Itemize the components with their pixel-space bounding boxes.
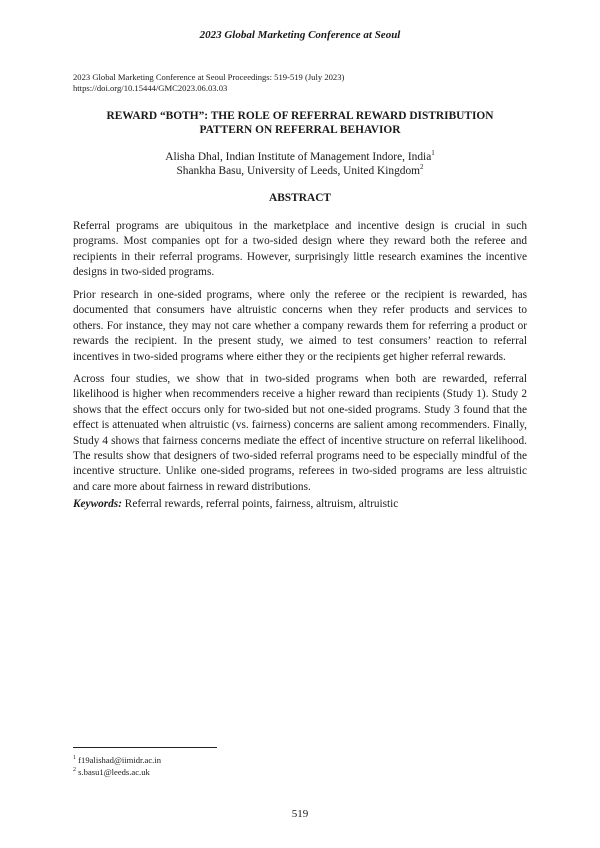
abstract-heading: ABSTRACT bbox=[268, 192, 332, 204]
abstract-paragraph-1: Referral programs are ubiquitous in the marketplace and incentive design is crucial in such programs. Most companies opt for a two-sided design where they reward both the referee and recipients in their referral programs. However, surprisingly little research examines the incentive designs in two-sided programs. bbox=[73, 220, 527, 279]
abstract-paragraph-3: Across four studies, we show that in two-sided programs when both are rewarded, referral likelihood is higher when recommenders receive a higher reward than recipients (Study 1). Study 2 shows that the effect occurs only for two-sided but not one-sided programs. Study 3 found that the effect is attenuated when altruistic (vs. fairness) concerns are salient among recommenders. Finally, Study 4 shows that fairness concerns mediate the effect of incentive structure on referral likelihood. The results show that designers of two-sided referral programs need to be especially mindful of the incentive structure. Unlike one-sided programs, referees in two-sided programs are less altruistic and care more about fairness in reward distributions. bbox=[73, 373, 527, 493]
author-1 bbox=[73, 150, 527, 164]
running-header: 2023 Global Marketing Conference at Seoul bbox=[199, 29, 401, 41]
footnote-1-email: f19alishad@iimidr.ac.in bbox=[78, 755, 162, 765]
footnote-1-mark: 1 bbox=[73, 755, 76, 762]
paper-title bbox=[73, 109, 527, 137]
title-line-1: REWARD “BOTH”: THE ROLE OF REFERRAL REWARD DISTRIBUTION bbox=[106, 110, 494, 122]
author-2-footnote-mark: 2 bbox=[420, 163, 424, 172]
title-line-2: PATTERN ON REFERRAL BEHAVIOR bbox=[199, 124, 401, 136]
author-2 bbox=[73, 164, 527, 178]
author-1-affiliation: Alisha Dhal, Indian Institute of Management Indore, India bbox=[165, 151, 432, 163]
doi-link[interactable]: https://doi.org/10.15444/GMC2023.06.03.03 bbox=[73, 83, 228, 93]
keywords-label: Keywords: bbox=[73, 498, 122, 510]
proceedings-citation: 2023 Global Marketing Conference at Seoul Proceedings: 519-519 (July 2023) bbox=[73, 72, 345, 82]
keywords bbox=[73, 498, 527, 510]
author-list bbox=[73, 150, 527, 178]
footnote-2-mark: 2 bbox=[73, 767, 76, 774]
author-1-footnote-mark: 1 bbox=[431, 149, 435, 158]
proceedings-info bbox=[73, 72, 344, 94]
abstract-paragraph-2: Prior research in one-sided programs, where only the referee or the recipient is rewarded, has documented that consumers have altruistic concerns when they refer products and services to others. For instance, they may not care whether a company rewards them for referring a product or rewards the recipient. In the present study, we aimed to test consumers’ reaction to referral incentives in two-sided programs where either they or the recipients get higher referral rewards. bbox=[73, 289, 527, 363]
footnote-2 bbox=[73, 767, 150, 778]
footnote-2-email: s.basu1@leeds.ac.uk bbox=[78, 767, 150, 777]
page-number: 519 bbox=[291, 808, 309, 820]
author-2-affiliation: Shankha Basu, University of Leeds, United Kingdom bbox=[176, 165, 421, 177]
footnote-divider bbox=[73, 747, 217, 748]
keywords-text: Referral rewards, referral points, fairness, altruism, altruistic bbox=[124, 498, 399, 510]
footnote-1 bbox=[73, 755, 161, 766]
